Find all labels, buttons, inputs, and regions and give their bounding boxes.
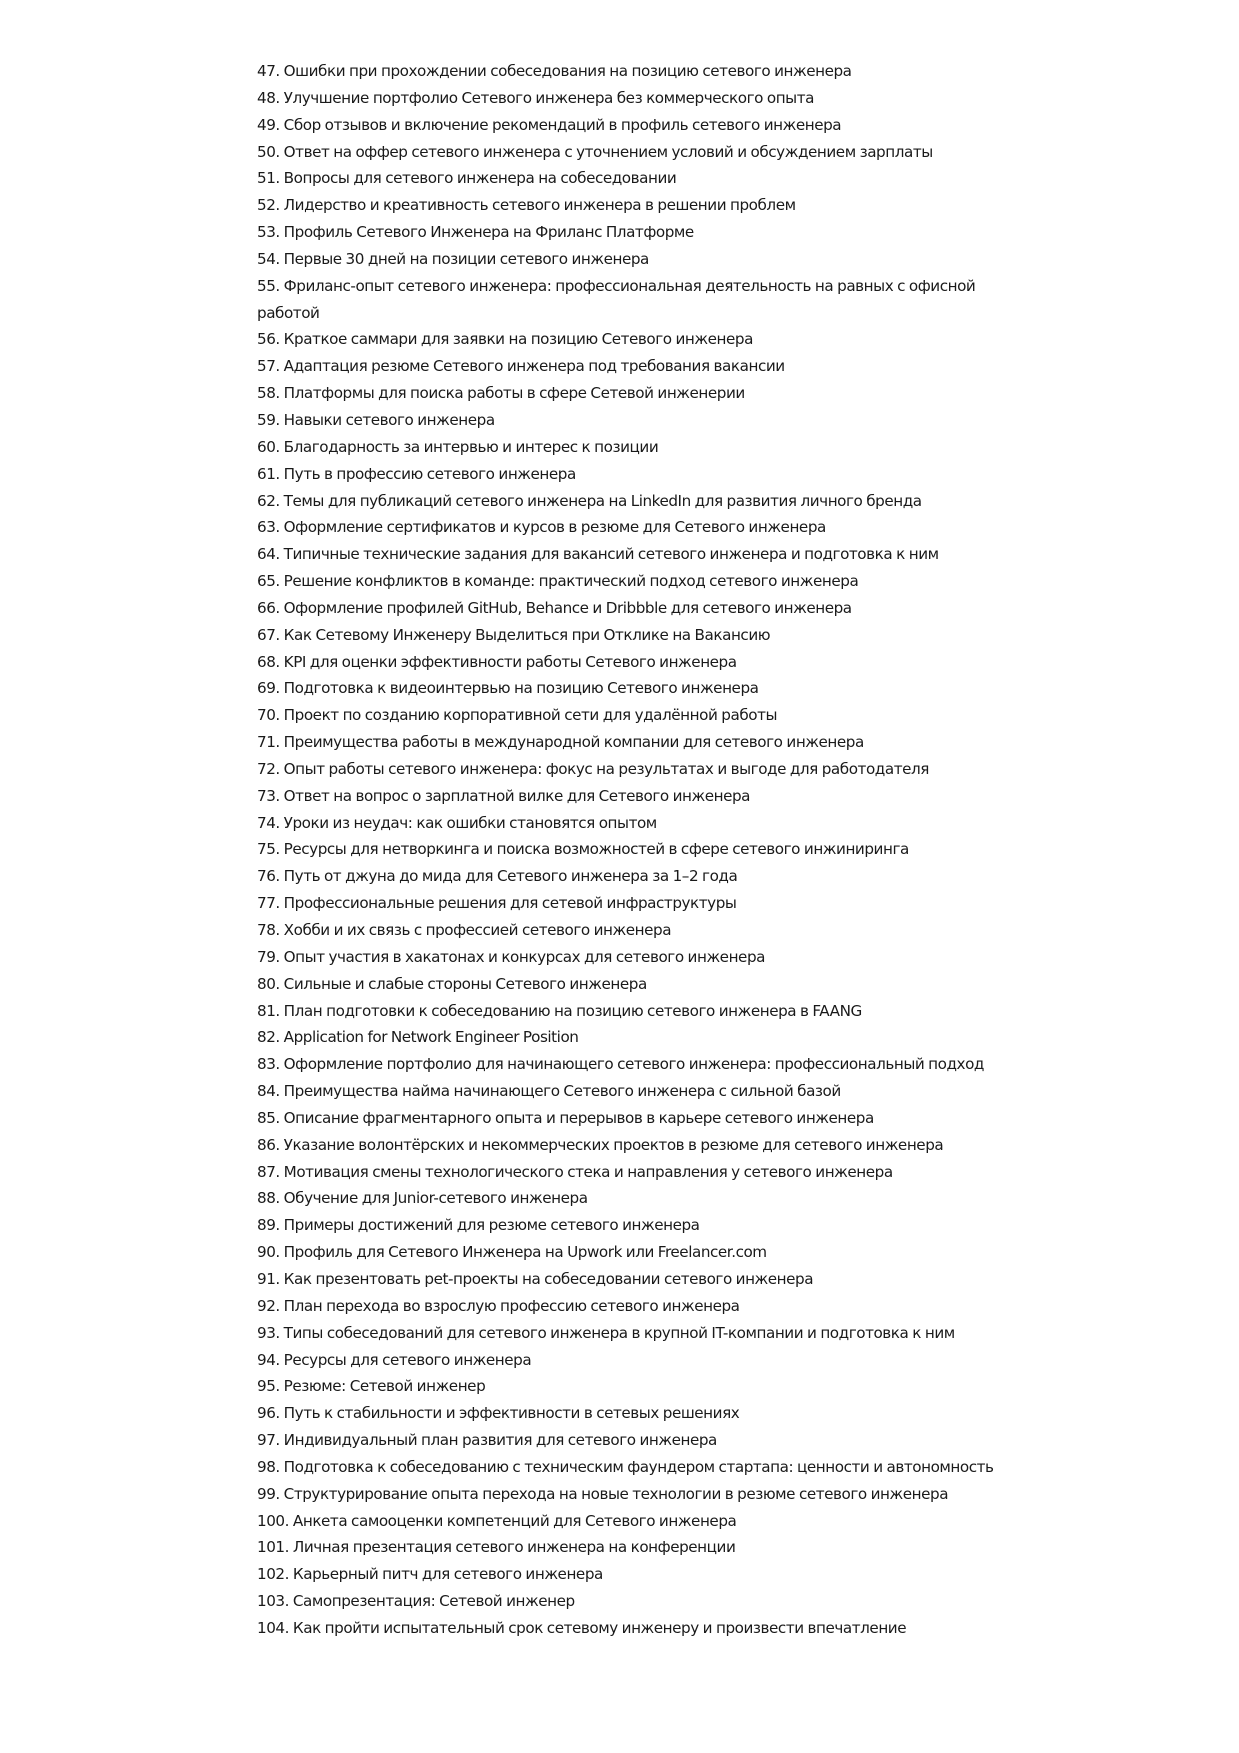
list-item: 82. Application for Network Engineer Position xyxy=(257,1028,579,1047)
list-item: 75. Ресурсы для нетворкинга и поиска возможностей в сфере сетевого инжиниринга xyxy=(257,840,909,859)
list-item: 47. Ошибки при прохождении собеседования на позицию сетевого инженера xyxy=(257,62,852,80)
list-item: 96. Путь к стабильности и эффективности в сетевых решениях xyxy=(257,1404,740,1423)
list-item: 64. Типичные технические задания для вакансий сетевого инженера и подготовка к ним xyxy=(257,545,939,564)
document-page xyxy=(257,58,997,1642)
list-item: 104. Как пройти испытательный срок сетевому инженеру и произвести впечатление xyxy=(257,1618,907,1637)
list-item: 53. Профиль Сетевого Инженера на Фриланс Платформе xyxy=(257,223,694,242)
list-item: 56. Краткое саммари для заявки на позицию Сетевого инженера xyxy=(257,330,753,349)
list-item: 67. Как Сетевому Инженеру Выделиться при Отклике на Вакансию xyxy=(257,625,771,644)
list-item: 61. Путь в профессию сетевого инженера xyxy=(257,464,576,483)
list-item: 78. Хобби и их связь с профессией сетевого инженера xyxy=(257,921,672,939)
list-item: 89. Примеры достижений для резюме сетевого инженера xyxy=(257,1216,700,1235)
list-item: 86. Указание волонтёрских и некоммерческих проектов в резюме для сетевого инженера xyxy=(257,1135,944,1154)
list-item: 63. Оформление сертификатов и курсов в резюме для Сетевого инженера xyxy=(257,518,826,537)
list-item: 65. Решение конфликтов в команде: практический подход сетевого инженера xyxy=(257,572,859,591)
list-item: 74. Уроки из неудач: как ошибки становятся опытом xyxy=(257,813,657,832)
list-item: 77. Профессиональные решения для сетевой инфраструктуры xyxy=(257,894,737,913)
topic-list xyxy=(257,58,997,1642)
list-item: 103. Самопрезентация: Сетевой инженер xyxy=(257,1592,575,1611)
list-item: 59. Навыки сетевого инженера xyxy=(257,410,495,429)
list-item: 100. Анкета самооценки компетенций для Сетевого инженера xyxy=(257,1511,737,1530)
list-item: 71. Преимущества работы в международной компании для сетевого инженера xyxy=(257,733,864,752)
list-item: 97. Индивидуальный план развития для сетевого инженера xyxy=(257,1431,717,1450)
list-item: 80. Сильные и слабые стороны Сетевого инженера xyxy=(257,974,647,993)
list-item: 51. Вопросы для сетевого инженера на собеседовании xyxy=(257,169,677,188)
list-item: 88. Обучение для Junior-сетевого инженера xyxy=(257,1189,588,1208)
list-item: 79. Опыт участия в хакатонах и конкурсах для сетевого инженера xyxy=(257,947,765,966)
list-item: 98. Подготовка к собеседованию с техническим фаундером стартапа: ценности и автономность xyxy=(257,1457,994,1476)
list-item: 62. Темы для публикаций сетевого инженера на LinkedIn для развития личного бренда xyxy=(257,491,922,510)
list-item: 99. Структурирование опыта перехода на новые технологии в резюме сетевого инженера xyxy=(257,1484,949,1503)
list-item: 49. Сбор отзывов и включение рекомендаций в профиль сетевого инженера xyxy=(257,115,842,134)
list-item: 54. Первые 30 дней на позиции сетевого инженера xyxy=(257,249,649,268)
list-item: 72. Опыт работы сетевого инженера: фокус на результатах и выгоде для работодателя xyxy=(257,759,929,778)
list-item: 48. Улучшение портфолио Сетевого инженера без коммерческого опыта xyxy=(257,88,814,107)
list-item: 83. Оформление портфолио для начинающего сетевого инженера: профессиональный подход xyxy=(257,1055,984,1074)
list-item: 66. Оформление профилей GitHub, Behance и Dribbble для сетевого инженера xyxy=(257,598,852,617)
list-item: 84. Преимущества найма начинающего Сетевого инженера с сильной базой xyxy=(257,1082,841,1101)
list-item: 92. План перехода во взрослую профессию сетевого инженера xyxy=(257,1296,740,1315)
list-item: 95. Резюме: Сетевой инженер xyxy=(257,1377,486,1396)
list-item: 102. Карьерный питч для сетевого инженера xyxy=(257,1565,603,1584)
list-item: 57. Адаптация резюме Сетевого инженера под требования вакансии xyxy=(257,357,785,376)
list-item: 55. Фриланс-опыт сетевого инженера: профессиональная деятельность на равных с офисной работой xyxy=(257,276,976,322)
list-item: 87. Мотивация смены технологического стека и направления у сетевого инженера xyxy=(257,1162,893,1181)
list-item: 69. Подготовка к видеоинтервью на позицию Сетевого инженера xyxy=(257,679,759,698)
list-item: 60. Благодарность за интервью и интерес к позиции xyxy=(257,437,659,456)
list-item: 52. Лидерство и креативность сетевого инженера в решении проблем xyxy=(257,196,796,215)
list-item: 68. KPI для оценки эффективности работы Сетевого инженера xyxy=(257,652,737,671)
list-item: 85. Описание фрагментарного опыта и перерывов в карьере сетевого инженера xyxy=(257,1108,874,1127)
list-item: 81. План подготовки к собеседованию на позицию сетевого инженера в FAANG xyxy=(257,1001,862,1020)
list-item: 94. Ресурсы для сетевого инженера xyxy=(257,1350,532,1369)
list-item: 91. Как презентовать pet-проекты на собеседовании сетевого инженера xyxy=(257,1269,814,1288)
list-item: 76. Путь от джуна до мида для Сетевого инженера за 1–2 года xyxy=(257,867,738,886)
list-item: 73. Ответ на вопрос о зарплатной вилке для Сетевого инженера xyxy=(257,786,751,805)
list-item: 58. Платформы для поиска работы в сфере Сетевой инженерии xyxy=(257,384,745,403)
list-item: 101. Личная презентация сетевого инженера на конференции xyxy=(257,1538,736,1557)
list-item: 70. Проект по созданию корпоративной сети для удалённой работы xyxy=(257,706,778,725)
list-item: 50. Ответ на оффер сетевого инженера с уточнением условий и обсуждением зарплаты xyxy=(257,142,933,161)
list-item: 90. Профиль для Сетевого Инженера на Upwork или Freelancer.com xyxy=(257,1243,767,1262)
list-item: 93. Типы собеседований для сетевого инженера в крупной IT-компании и подготовка к ним xyxy=(257,1323,955,1342)
